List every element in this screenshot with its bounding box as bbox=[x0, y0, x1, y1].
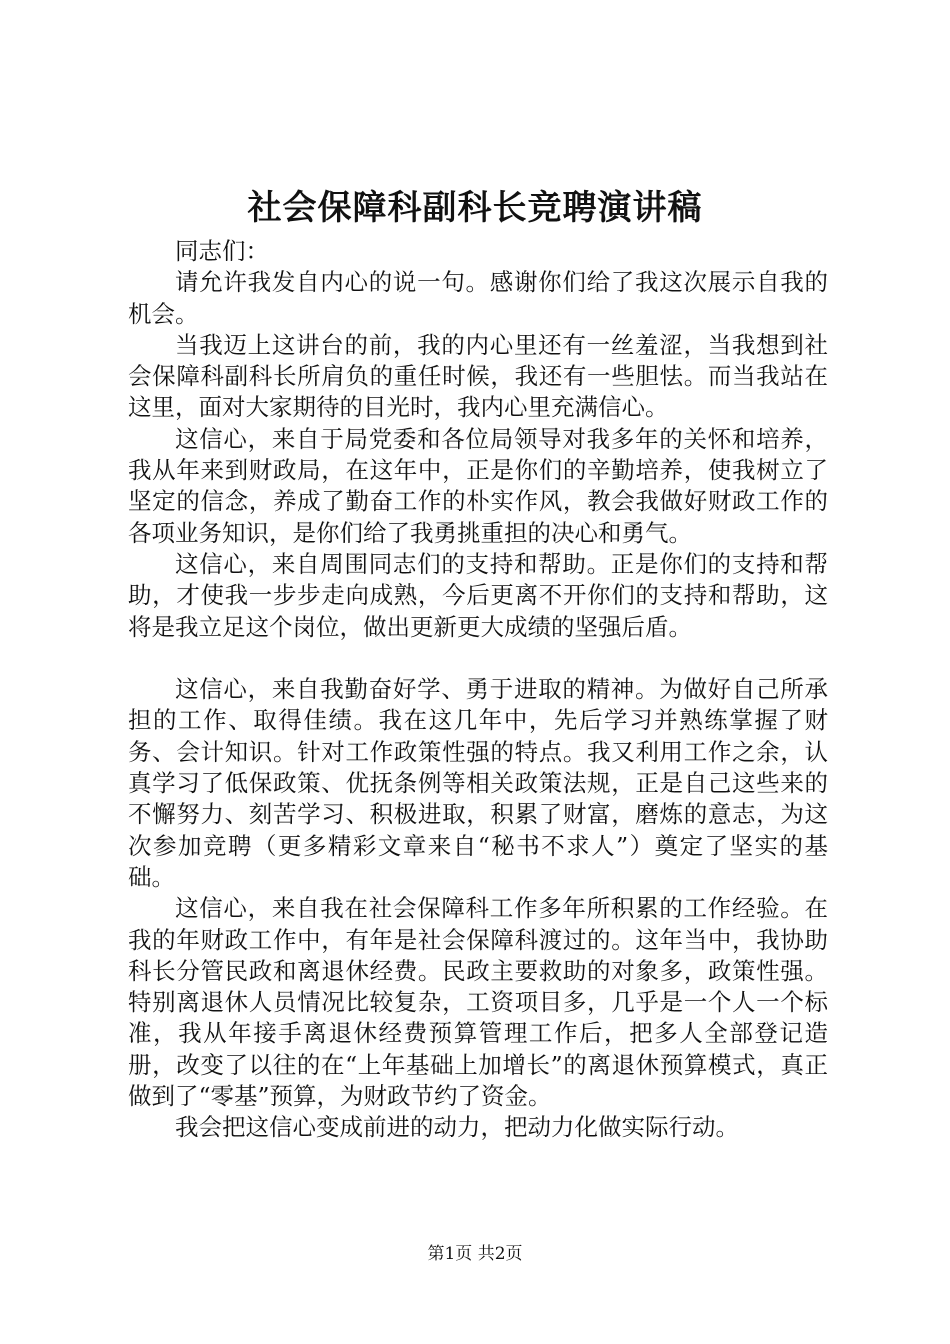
page-number: 第1页 共2页 bbox=[427, 1244, 523, 1264]
paragraph-salutation: 同志们： bbox=[175, 237, 269, 265]
paragraph: 当我迈上这讲台的前，我的内心里还有一丝羞涩，当我想到社会保障科副科长所肩负的重任时候，我还有一些胆怯。而当我站在这里，面对大家期待的目光时，我内心里充满信心。 bbox=[128, 330, 828, 422]
paragraph: 这信心，来自我勤奋好学、勇于进取的精神。为做好自己所承担的工作、取得佳绩。我在这几年中，先后学习并熟练掌握了财务、会计知识。针对工作政策性强的特点。我又利用工作之余，认真学习了低保政策、优抚条例等相关政策法规，正是自己这些来的不懈努力、刻苦学习、积极进取，积累了财富，磨炼的意志，为这次参加竞聘（更多精彩文章来自“秘书不求人”）奠定了坚实的基础。 bbox=[128, 675, 828, 891]
paragraph: 这信心，来自周围同志们的支持和帮助。正是你们的支持和帮助，才使我一步步走向成熟，今后更离不开你们的支持和帮助，这将是我立足这个岗位，做出更新更大成绩的坚强后盾。 bbox=[128, 549, 828, 641]
paragraph: 请允许我发自内心的说一句。感谢你们给了我这次展示自我的机会。 bbox=[128, 268, 828, 328]
document-title: 社会保障科副科长竞聘演讲稿 bbox=[247, 188, 703, 228]
paragraph: 这信心，来自于局党委和各位局领导对我多年的关怀和培养，我从年来到财政局，在这年中，正是你们的辛勤培养，使我树立了坚定的信念，养成了勤奋工作的朴实作风，教会我做好财政工作的各项业务知识，是你们给了我勇挑重担的决心和勇气。 bbox=[128, 424, 828, 547]
paragraph: 我会把这信心变成前进的动力，把动力化做实际行动。 bbox=[175, 1113, 739, 1142]
paragraph: 这信心，来自我在社会保障科工作多年所积累的工作经验。在我的年财政工作中，有年是社会保障科渡过的。这年当中，我协助科长分管民政和离退休经费。民政主要救助的对象多，政策性强。特别离退休人员情况比较复杂，工资项目多，几乎是一个人一个标准，我从年接手离退休经费预算管理工作后，把多人全部登记造册，改变了以往的在“上年基础上加增长”的离退休预算模式，真正做到了“零基”预算，为财政节约了资金。 bbox=[128, 894, 828, 1111]
document-body bbox=[128, 236, 828, 1144]
